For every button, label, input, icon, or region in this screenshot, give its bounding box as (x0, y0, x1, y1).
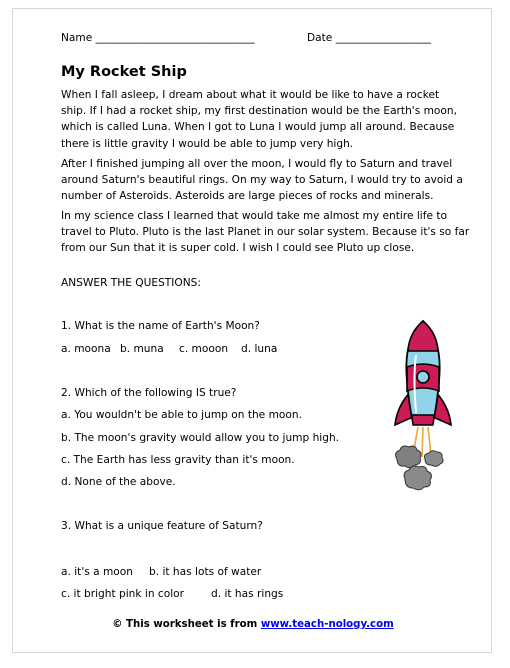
name-field-label: Name ______________________________ (61, 32, 255, 44)
question-3: 3. What is a unique feature of Saturn? (61, 520, 263, 532)
q1-option-c: c. mooon (179, 343, 229, 355)
rocket-icon (391, 317, 453, 501)
q2-option-b: b. The moon's gravity would allow you to jump high. (61, 432, 340, 444)
q3-option-b: b. it has lots of water (149, 566, 262, 578)
questions-heading: ANSWER THE QUESTIONS: (61, 277, 201, 289)
q1-option-a: a. moona (61, 343, 111, 355)
worksheet-page (12, 8, 492, 653)
q3-option-c: c. it bright pink in color (61, 588, 185, 600)
date-field-label: Date __________________ (307, 32, 432, 44)
question-1: 1. What is the name of Earth's Moon? (61, 320, 260, 332)
q2-option-c: c. The Earth has less gravity than it's moon. (61, 454, 295, 466)
q2-option-a: a. You wouldn't be able to jump on the moon. (61, 409, 302, 421)
worksheet-title: My Rocket Ship (61, 64, 187, 80)
question-2: 2. Which of the following IS true? (61, 387, 237, 399)
story-paragraph-1: When I fall asleep, I dream about what it would be like to have a rocket ship. If I had a rocket ship, my first destination would be the Earth's moon, which is called Luna. When I got to Luna I would jump all around. Because there is little gravity I would be able to jump very high. (61, 89, 457, 150)
footer-link[interactable]: www.teach-nology.com (260, 619, 394, 630)
q3-option-a: a. it's a moon (61, 566, 133, 578)
q1-option-d: d. luna (241, 343, 278, 355)
story-paragraph-2: After I finished jumping all over the moon, I would fly to Saturn and travel around Saturn's beautiful rings. On my way to Saturn, I would try to avoid a number of Asteroids. Asteroids are large pieces of rocks and minerals. (61, 158, 463, 203)
q3-option-d: d. it has rings (211, 588, 284, 600)
story-paragraph-3: In my science class I learned that would take me almost my entire life to travel to Pluto. Pluto is the last Planet in our solar system. Because it's so far from our Sun that it is super cold. I wish I could see Pluto up close. (61, 210, 470, 255)
footer-credit (13, 619, 493, 630)
q2-option-d: d. None of the above. (61, 476, 176, 488)
footer-prefix: © This worksheet is from (112, 619, 261, 630)
q1-option-b: b. muna (120, 343, 164, 355)
